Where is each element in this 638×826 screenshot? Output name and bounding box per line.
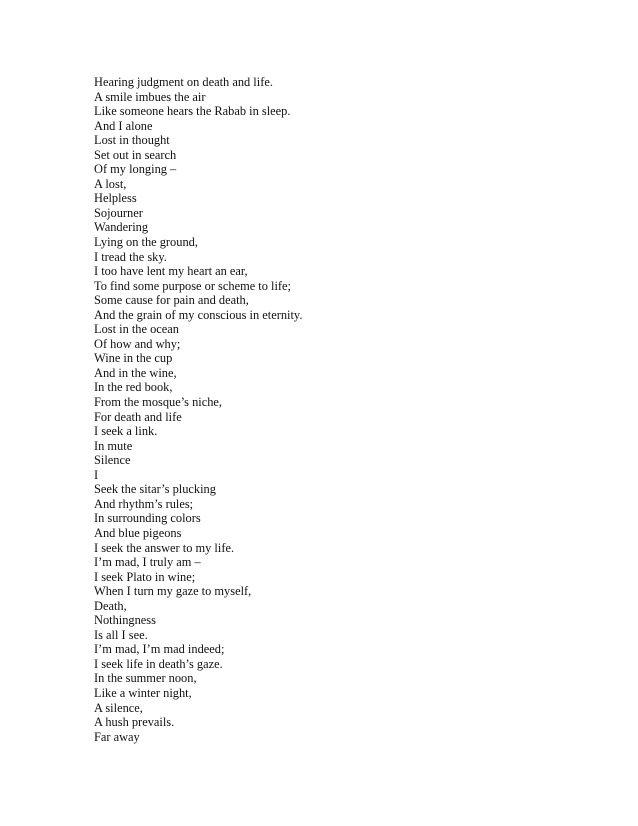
poem-line: In the summer noon, [94,671,197,686]
poem-line: Helpless [94,191,137,206]
poem-line: Lost in thought [94,133,170,148]
poem-line: Sojourner [94,205,143,220]
poem-line: Far away [94,729,140,744]
poem-line: Silence [94,453,131,468]
poem-line: Some cause for pain and death, [94,293,249,308]
poem-line: From the mosque’s niche, [94,395,223,410]
poem-line: I [94,467,99,482]
poem-line: Death, [94,598,127,613]
poem-line: Of how and why; [94,336,181,351]
poem-line: Seek the sitar’s plucking [94,482,216,497]
poem-line: A smile imbues the air [94,89,206,104]
poem-line: I’m mad, I truly am – [94,555,201,570]
poem-line: A lost, [94,176,127,191]
poem-line: I tread the sky. [94,249,167,264]
poem-line: And I alone [94,118,153,133]
poem-line: To find some purpose or scheme to life; [94,278,291,293]
poem-line: I seek a link. [94,424,158,439]
poem-line: Set out in search [94,147,177,162]
poem-line: Nothingness [94,613,156,628]
poem-line: Wine in the cup [94,351,173,366]
poem-line: In the red book, [94,380,173,395]
poem-line: Is all I see. [94,627,148,642]
poem-line: I too have lent my heart an ear, [94,264,248,279]
poem-line: Like someone hears the Rabab in sleep. [94,104,291,119]
poem-line: And blue pigeons [94,525,182,540]
poem-line: Like a winter night, [94,685,192,700]
poem-line: I seek the answer to my life. [94,540,235,555]
poem-line: Wandering [94,220,149,235]
poem-line: I seek life in death’s gaze. [94,656,223,671]
poem-line: When I turn my gaze to myself, [94,584,252,599]
poem-line: I seek Plato in wine; [94,569,196,584]
poem-line: I’m mad, I’m mad indeed; [94,642,225,657]
poem-line: In mute [94,438,133,453]
poem-line: Hearing judgment on death and life. [94,75,273,89]
poem-line: And in the wine, [94,365,177,380]
poem-line: A silence, [94,700,143,715]
poem-line: Lying on the ground, [94,235,198,250]
poem-line: Lost in the ocean [94,322,179,337]
poem-text [94,75,302,744]
poem-line: In surrounding colors [94,511,201,526]
poem-line: Of my longing – [94,162,177,177]
poem-line: And rhythm’s rules; [94,496,194,511]
poem-line: A hush prevails. [94,715,175,730]
poem-line: For death and life [94,409,182,424]
poem-line: And the grain of my conscious in eternity. [94,307,303,322]
